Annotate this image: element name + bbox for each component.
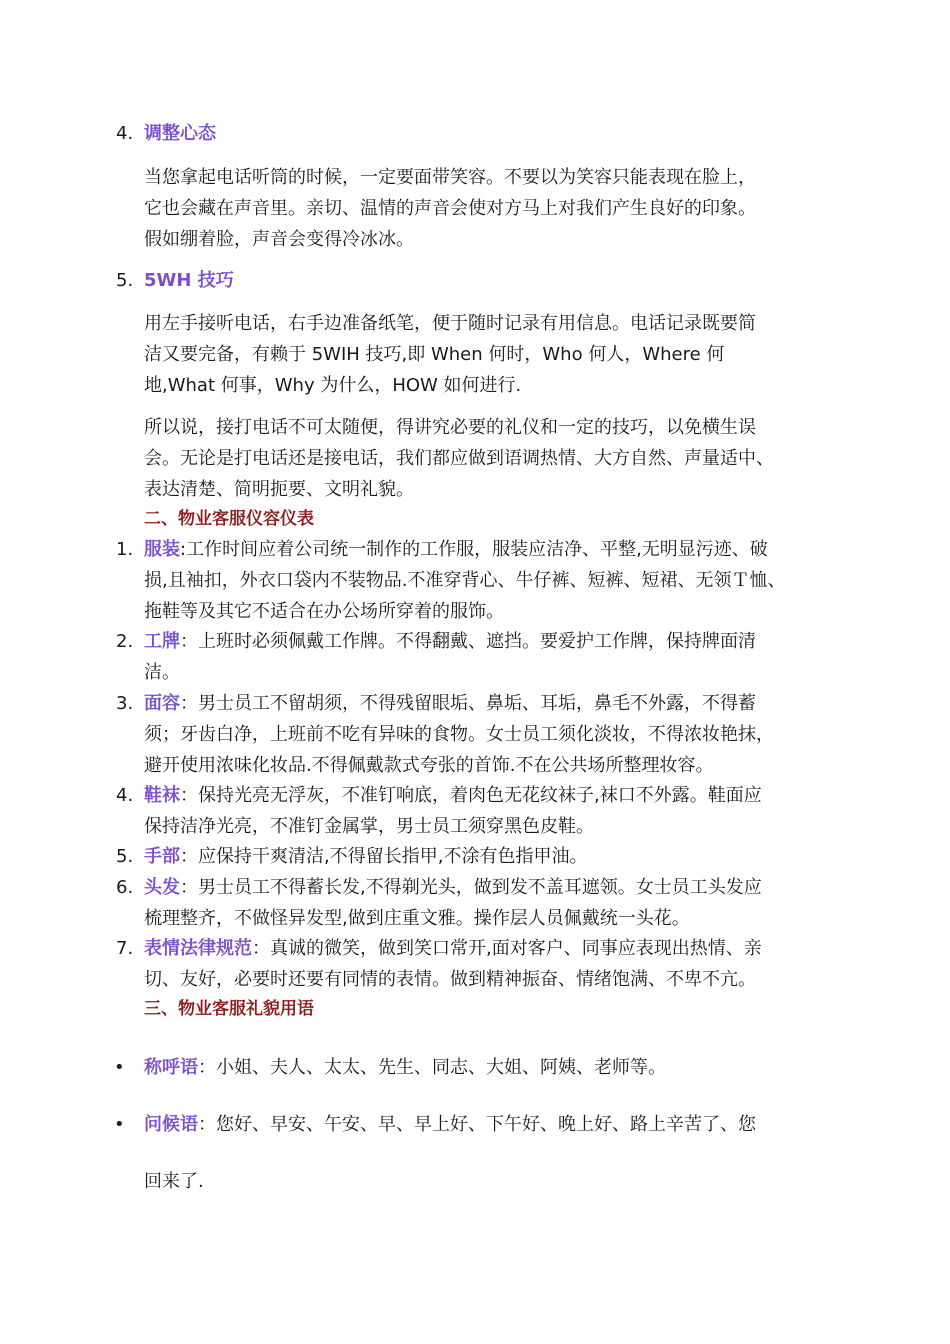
appearance-term: 面容	[144, 693, 180, 714]
bullet-icon: •	[114, 1057, 125, 1078]
appearance-term: 服装	[144, 539, 180, 560]
phrase-item-greeting: 问候语：您好、早安、午安、早、早上好、下午好、晚上好、路上辛苦了、您	[144, 1114, 756, 1135]
appearance-number: 7.	[116, 938, 134, 959]
appearance-number: 6.	[116, 877, 134, 898]
paragraph-line: 当您拿起电话听筒的时候，一定要面带笑容。不要以为笑容只能表现在脸上，	[144, 167, 756, 188]
point-4-title: 调整心态	[144, 123, 216, 144]
section-3-heading: 三、物业客服礼貌用语	[144, 999, 314, 1019]
appearance-item-clothing: 服装:工作时间应着公司统一制作的工作服，服装应洁净、平整,无明显污迹、破 损,且袖扣，外衣口袋内不装物品.不准穿背心、牛仔裤、短裤、短裙、无领Ｔ恤、 拖鞋等及其它不适合在办公场所穿着的服饰。	[144, 534, 816, 627]
point-5-number: 5.	[116, 270, 134, 291]
paragraph-line: 拖鞋等及其它不适合在办公场所穿着的服饰。	[144, 601, 504, 622]
point-5-paragraph	[144, 308, 816, 401]
point-4-number: 4.	[116, 123, 134, 144]
appearance-term: 手部	[144, 846, 180, 867]
appearance-term: 鞋袜	[144, 785, 180, 806]
section-2-heading: 二、物业客服仪容仪表	[144, 509, 314, 529]
phrase-term: 问候语	[144, 1114, 198, 1135]
paragraph-line: 损,且袖扣，外衣口袋内不装物品.不准穿背心、牛仔裤、短裤、短裙、无领Ｔ恤、	[144, 570, 786, 591]
appearance-number: 3.	[116, 693, 134, 714]
paragraph-line: 表达清楚、简明扼要、文明礼貌。	[144, 479, 414, 500]
paragraph-line: 梳理整齐，不做怪异发型,做到庄重文雅。操作层人员佩戴统一头花。	[144, 908, 690, 929]
paragraph-line: 保持洁净光亮，不准钉金属掌，男士员工须穿黑色皮鞋。	[144, 816, 594, 837]
appearance-item-face: 面容：男士员工不留胡须，不得残留眼垢、鼻垢、耳垢，鼻毛不外露，不得蓄 须；牙齿白净，上班前不吃有异味的食物。女士员工须化淡妆，不得浓妆艳抹， 避开使用浓味化妆品.不得佩戴款式夸张的首饰.不在公共场所整理妆容。	[144, 688, 816, 781]
appearance-number: 2.	[116, 631, 134, 652]
paragraph-line: 切、友好，必要时还要有同情的表情。做到精神振奋、情绪饱满、不卑不亢。	[144, 969, 756, 990]
appearance-item-shoes: 鞋袜：保持光亮无浮灰，不准钉响底，着肉色无花纹袜子,袜口不外露。鞋面应 保持洁净光亮，不准钉金属掌，男士员工须穿黑色皮鞋。	[144, 780, 816, 842]
paragraph-line: 假如绷着脸，声音会变得冷冰冰。	[144, 229, 414, 250]
point-4-paragraph	[144, 162, 816, 255]
phrase-greeting-continuation: 回来了.	[144, 1171, 204, 1192]
appearance-term: 工牌	[144, 631, 180, 652]
point-5-title: 5WH 技巧	[144, 270, 234, 291]
paragraph-line: 它也会藏在声音里。亲切、温情的声音会使对方马上对我们产生良好的印象。	[144, 198, 756, 219]
paragraph-line: 洁。	[144, 662, 180, 683]
appearance-term: 表情法律规范	[144, 938, 252, 959]
paragraph-line: 避开使用浓味化妆品.不得佩戴款式夸张的首饰.不在公共场所整理妆容。	[144, 755, 714, 776]
appearance-number: 4.	[116, 785, 134, 806]
bullet-icon: •	[114, 1114, 125, 1135]
appearance-item-badge: 工牌：上班时必须佩戴工作牌。不得翻戴、遮挡。要爱护工作牌，保持牌面清 洁。	[144, 626, 816, 688]
appearance-number: 5.	[116, 846, 134, 867]
paragraph-line: 会。无论是打电话还是接电话，我们都应做到语调热情、大方自然、声量适中、	[144, 448, 774, 469]
phrase-item-address: 称呼语：小姐、夫人、太太、先生、同志、大姐、阿姨、老师等。	[144, 1057, 666, 1078]
appearance-number: 1.	[116, 539, 134, 560]
summary-paragraph	[144, 412, 816, 505]
paragraph-line: 用左手接听电话，右手边准备纸笔，便于随时记录有用信息。电话记录既要简	[144, 313, 756, 334]
phrase-term: 称呼语	[144, 1057, 198, 1078]
appearance-item-hair: 头发：男士员工不得蓄长发,不得剃光头，做到发不盖耳遮领。女士员工头发应 梳理整齐，不做怪异发型,做到庄重文雅。操作层人员佩戴统一头花。	[144, 872, 816, 934]
appearance-item-hands: 手部：应保持干爽清洁,不得留长指甲,不涂有色指甲油。	[144, 846, 588, 867]
appearance-term: 头发	[144, 877, 180, 898]
paragraph-line: 洁又要完备，有赖于 5WIH 技巧,即 When 何时，Who 何人，Where 何	[144, 344, 725, 365]
paragraph-line: 地,What 何事，Why 为什么，HOW 如何进行.	[144, 375, 522, 396]
appearance-item-expression: 表情法律规范：真诚的微笑，做到笑口常开,面对客户、同事应表现出热情、亲 切、友好，必要时还要有同情的表情。做到精神振奋、情绪饱满、不卑不亢。	[144, 933, 816, 995]
paragraph-line: 所以说，接打电话不可太随便，得讲究必要的礼仪和一定的技巧，以免横生误	[144, 417, 756, 438]
paragraph-line: 须；牙齿白净，上班前不吃有异味的食物。女士员工须化淡妆，不得浓妆艳抹，	[144, 724, 774, 745]
